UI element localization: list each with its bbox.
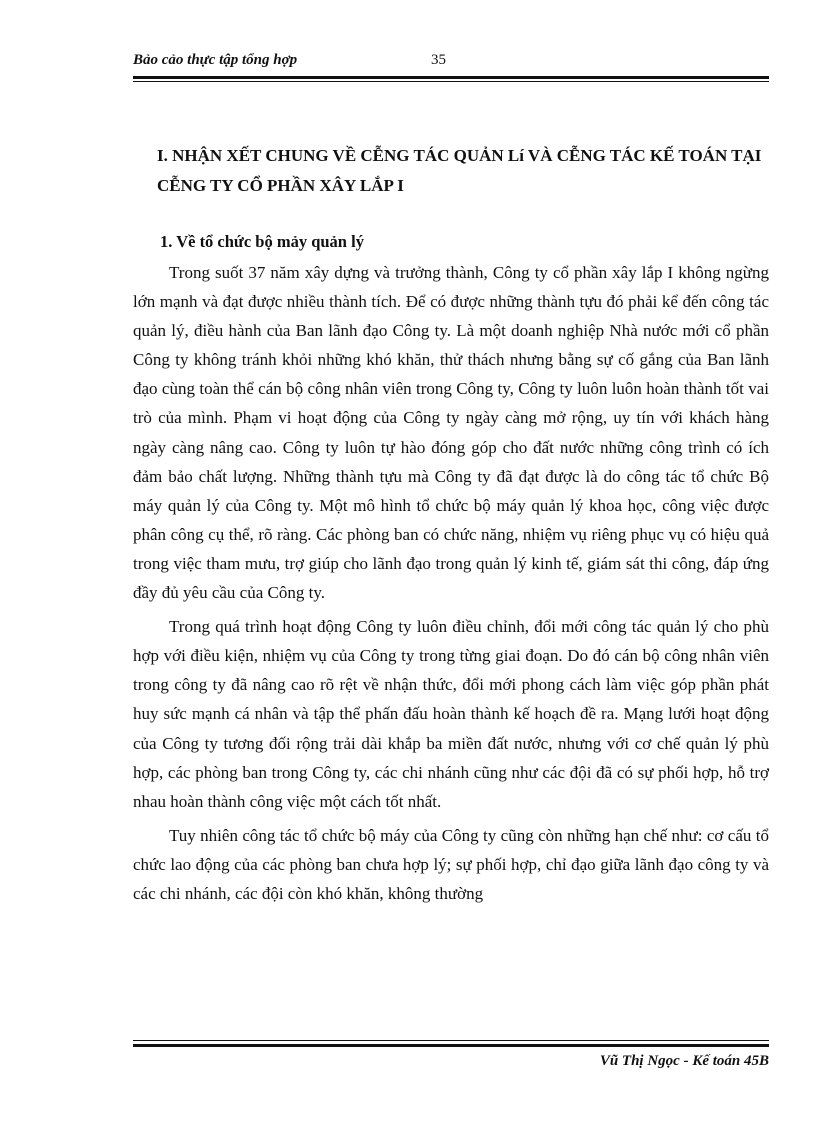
paragraph: Trong quá trình hoạt động Công ty luôn điều chỉnh, đổi mới công tác quản lý cho phù hợp với điều kiện, nhiệm vụ của Công ty trong từng giai đoạn. Do đó cán bộ công nhân viên trong công ty đã nâng cao rõ rệt về nhận thức, đổi mới phong cách làm việc góp phần phát huy sức mạnh cá nhân và tập thể phấn đấu hoàn thành kế hoạch đề ra. Mạng lưới hoạt động của Công ty tương đối rộng trải dài khắp ba miền đất nước, nhưng với cơ chế quản lý phù hợp, các phòng ban trong Công ty, các chi nhánh cũng như các đội đã có sự phối hợp, hỗ trợ nhau hoàn thành công việc một cách tốt nhất. [133,617,769,811]
header-rule-thin [133,81,769,82]
footer-author: Vũ Thị Ngọc - Kế toán 45B [599,1053,769,1069]
section-heading: I. NHẬN XẾT CHUNG VỀ CỄNG TÁC QUẢN Lí VÀ CỄNG TÁC KẾ TOÁN TẠI CỄNG TY CỔ PHẦN XÂY LẮP I [157,146,762,195]
header-rule-thick [133,76,769,79]
paragraph: Tuy nhiên công tác tổ chức bộ máy của Công ty cũng còn những hạn chế như: cơ cấu tổ chức lao động của các phòng ban chưa hợp lý; sự phối hợp, chỉ đạo giữa lãnh đạo công ty và các chi nhánh, các đội còn khó khăn, không thường [133,825,769,903]
subsection-heading: 1. Về tổ chức bộ mảy quản lý [160,232,364,251]
header-title: Bảo cảo thực tập tổng hợp [133,52,298,68]
body-text [133,258,769,913]
footer-rule-thin [133,1040,769,1041]
page-header [133,52,769,74]
page-number: 35 [431,52,446,68]
paragraph: Trong suốt 37 năm xây dựng và trưởng thành, Công ty cổ phần xây lắp I không ngừng lớn mạnh và đạt được nhiều thành tích. Để có được những thành tựu đó phải kể đến công tác quản lý, điều hành của Ban lãnh đạo Công ty. Là một doanh nghiệp Nhà nước mới cổ phần Công ty không tránh khỏi những khó khăn, thử thách nhưng bằng sự cố gắng của Ban lãnh đạo cùng toàn thể cán bộ công nhân viên trong Công ty, Công ty luôn luôn hoàn thành tốt vai trò của mình. Phạm vi hoạt động của Công ty ngày càng mở rộng, uy tín với khách hàng ngày càng nâng cao. Công ty luôn tự hào đóng góp cho đất nước những công trình có ích đảm bảo chất lượng. Những thành tựu mà Công ty đã đạt được là do công tác tổ chức Bộ máy quản lý của Công ty. Một mô hình tổ chức bộ máy quản lý khoa học, công việc được phân công cụ thể, rõ ràng. Các phòng ban có chức năng, nhiệm vụ riêng phục vụ có hiệu quả trong việc tham mưu, trợ giúp cho lãnh đạo trong quản lý kinh tế, giám sát thi công, đáp ứng đầy đủ yêu cầu của Công ty. [133,263,769,603]
footer-rule-thick [133,1044,769,1047]
